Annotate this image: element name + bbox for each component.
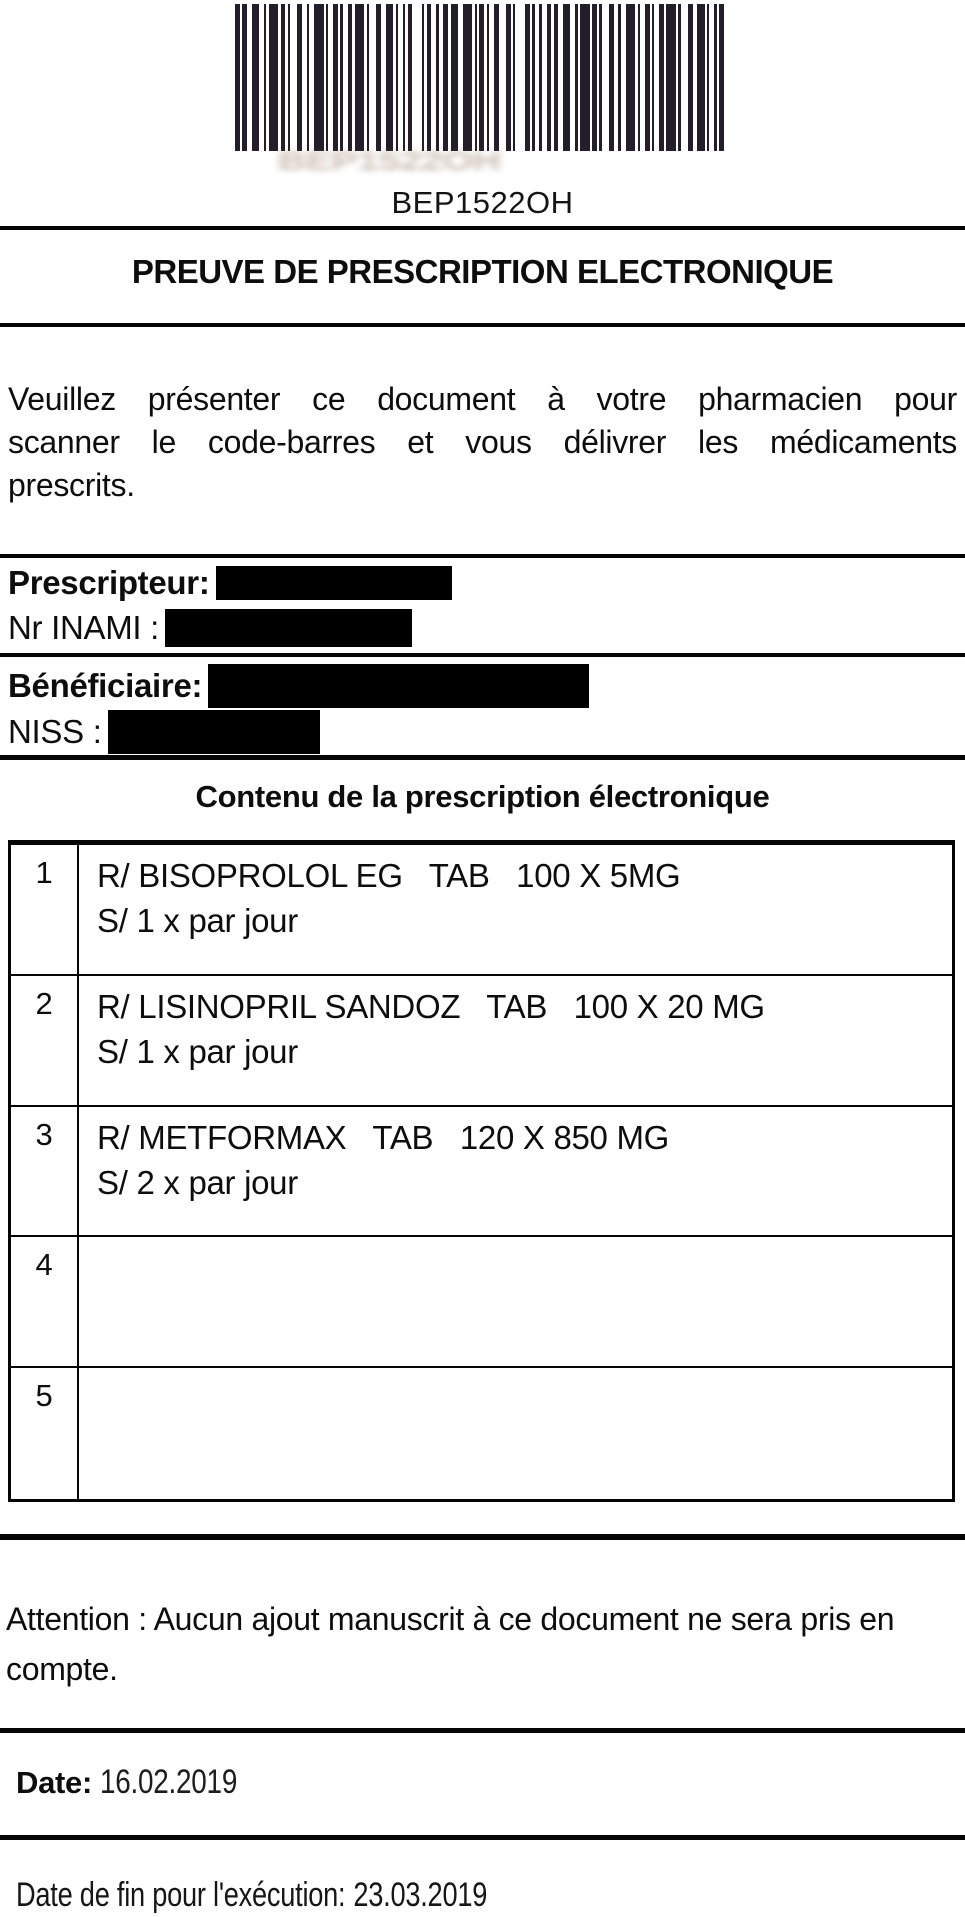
row-content [79, 1237, 952, 1366]
barcode-ghost-text: BEP1522OH [278, 146, 501, 172]
beneficiary-section [8, 662, 957, 755]
prescriber-label: Prescripteur: [8, 564, 210, 601]
end-date-label: Date de fin pour l'exécution: [16, 1876, 346, 1914]
prescriber-name-redaction [216, 566, 452, 600]
table-row [11, 1368, 952, 1499]
divider [0, 1534, 965, 1540]
row-number: 5 [11, 1368, 79, 1499]
row-number: 3 [11, 1107, 79, 1236]
page-title: PREUVE DE PRESCRIPTION ELECTRONIQUE [131, 253, 834, 290]
date-label: Date: [16, 1765, 93, 1800]
prescriber-section [8, 560, 957, 650]
row-number: 1 [11, 845, 79, 974]
beneficiary-row [8, 662, 957, 709]
date-value: 16.02.2019 [100, 1763, 238, 1801]
inami-label: Nr INAMI : [8, 609, 159, 646]
row-content [79, 1107, 952, 1236]
niss-row [8, 709, 957, 755]
inami-number-redaction [165, 609, 412, 647]
sig-line: S/ 1 x par jour [97, 902, 298, 939]
intro-line: Veuillez présenter ce document à votre pharmacien pour [8, 381, 957, 417]
warning-line: Attention : Aucun ajout manuscrit à ce document ne sera pris en [6, 1601, 895, 1637]
intro-line: scanner le code-barres et vous délivrer les médicaments [8, 424, 957, 460]
row-number: 4 [11, 1237, 79, 1366]
barcode-icon [235, 4, 732, 151]
niss-number-redaction [108, 710, 320, 754]
niss-label: NISS : [8, 713, 102, 750]
rx-line: R/ BISOPROLOL EG TAB 100 X 5MG [97, 857, 681, 894]
beneficiary-label: Bénéficiaire: [8, 666, 203, 704]
warning-line: compte. [6, 1651, 118, 1687]
intro-paragraph [8, 378, 957, 507]
row-content [79, 1368, 952, 1499]
rx-line: R/ METFORMAX TAB 120 X 850 MG [97, 1118, 670, 1156]
barcode-code-text: BEP1522OH [391, 185, 574, 220]
warning-paragraph [6, 1594, 959, 1694]
end-date-row [16, 1876, 487, 1915]
sig-line: S/ 1 x par jour [97, 1032, 298, 1070]
divider [0, 653, 965, 657]
row-number: 2 [11, 976, 79, 1105]
inami-row [8, 606, 957, 650]
divider [0, 1728, 965, 1733]
row-content [79, 976, 952, 1105]
table-row [11, 976, 952, 1107]
beneficiary-name-redaction [208, 664, 589, 708]
end-date-value: 23.03.2019 [353, 1876, 488, 1914]
table-row [11, 1107, 952, 1238]
row-content [79, 845, 952, 974]
divider [0, 323, 965, 327]
intro-line: prescrits. [8, 467, 135, 503]
table-row [11, 845, 952, 976]
divider [0, 226, 965, 230]
prescription-table [8, 840, 955, 1502]
divider [0, 554, 965, 558]
divider [0, 1835, 965, 1840]
divider [0, 755, 965, 760]
prescriber-row [8, 560, 957, 606]
date-row [16, 1763, 267, 1802]
rx-line: R/ LISINOPRIL SANDOZ TAB 100 X 20 MG [97, 987, 765, 1025]
sig-line: S/ 2 x par jour [97, 1163, 298, 1201]
contents-heading: Contenu de la prescription électronique [195, 779, 770, 814]
table-row [11, 1237, 952, 1368]
